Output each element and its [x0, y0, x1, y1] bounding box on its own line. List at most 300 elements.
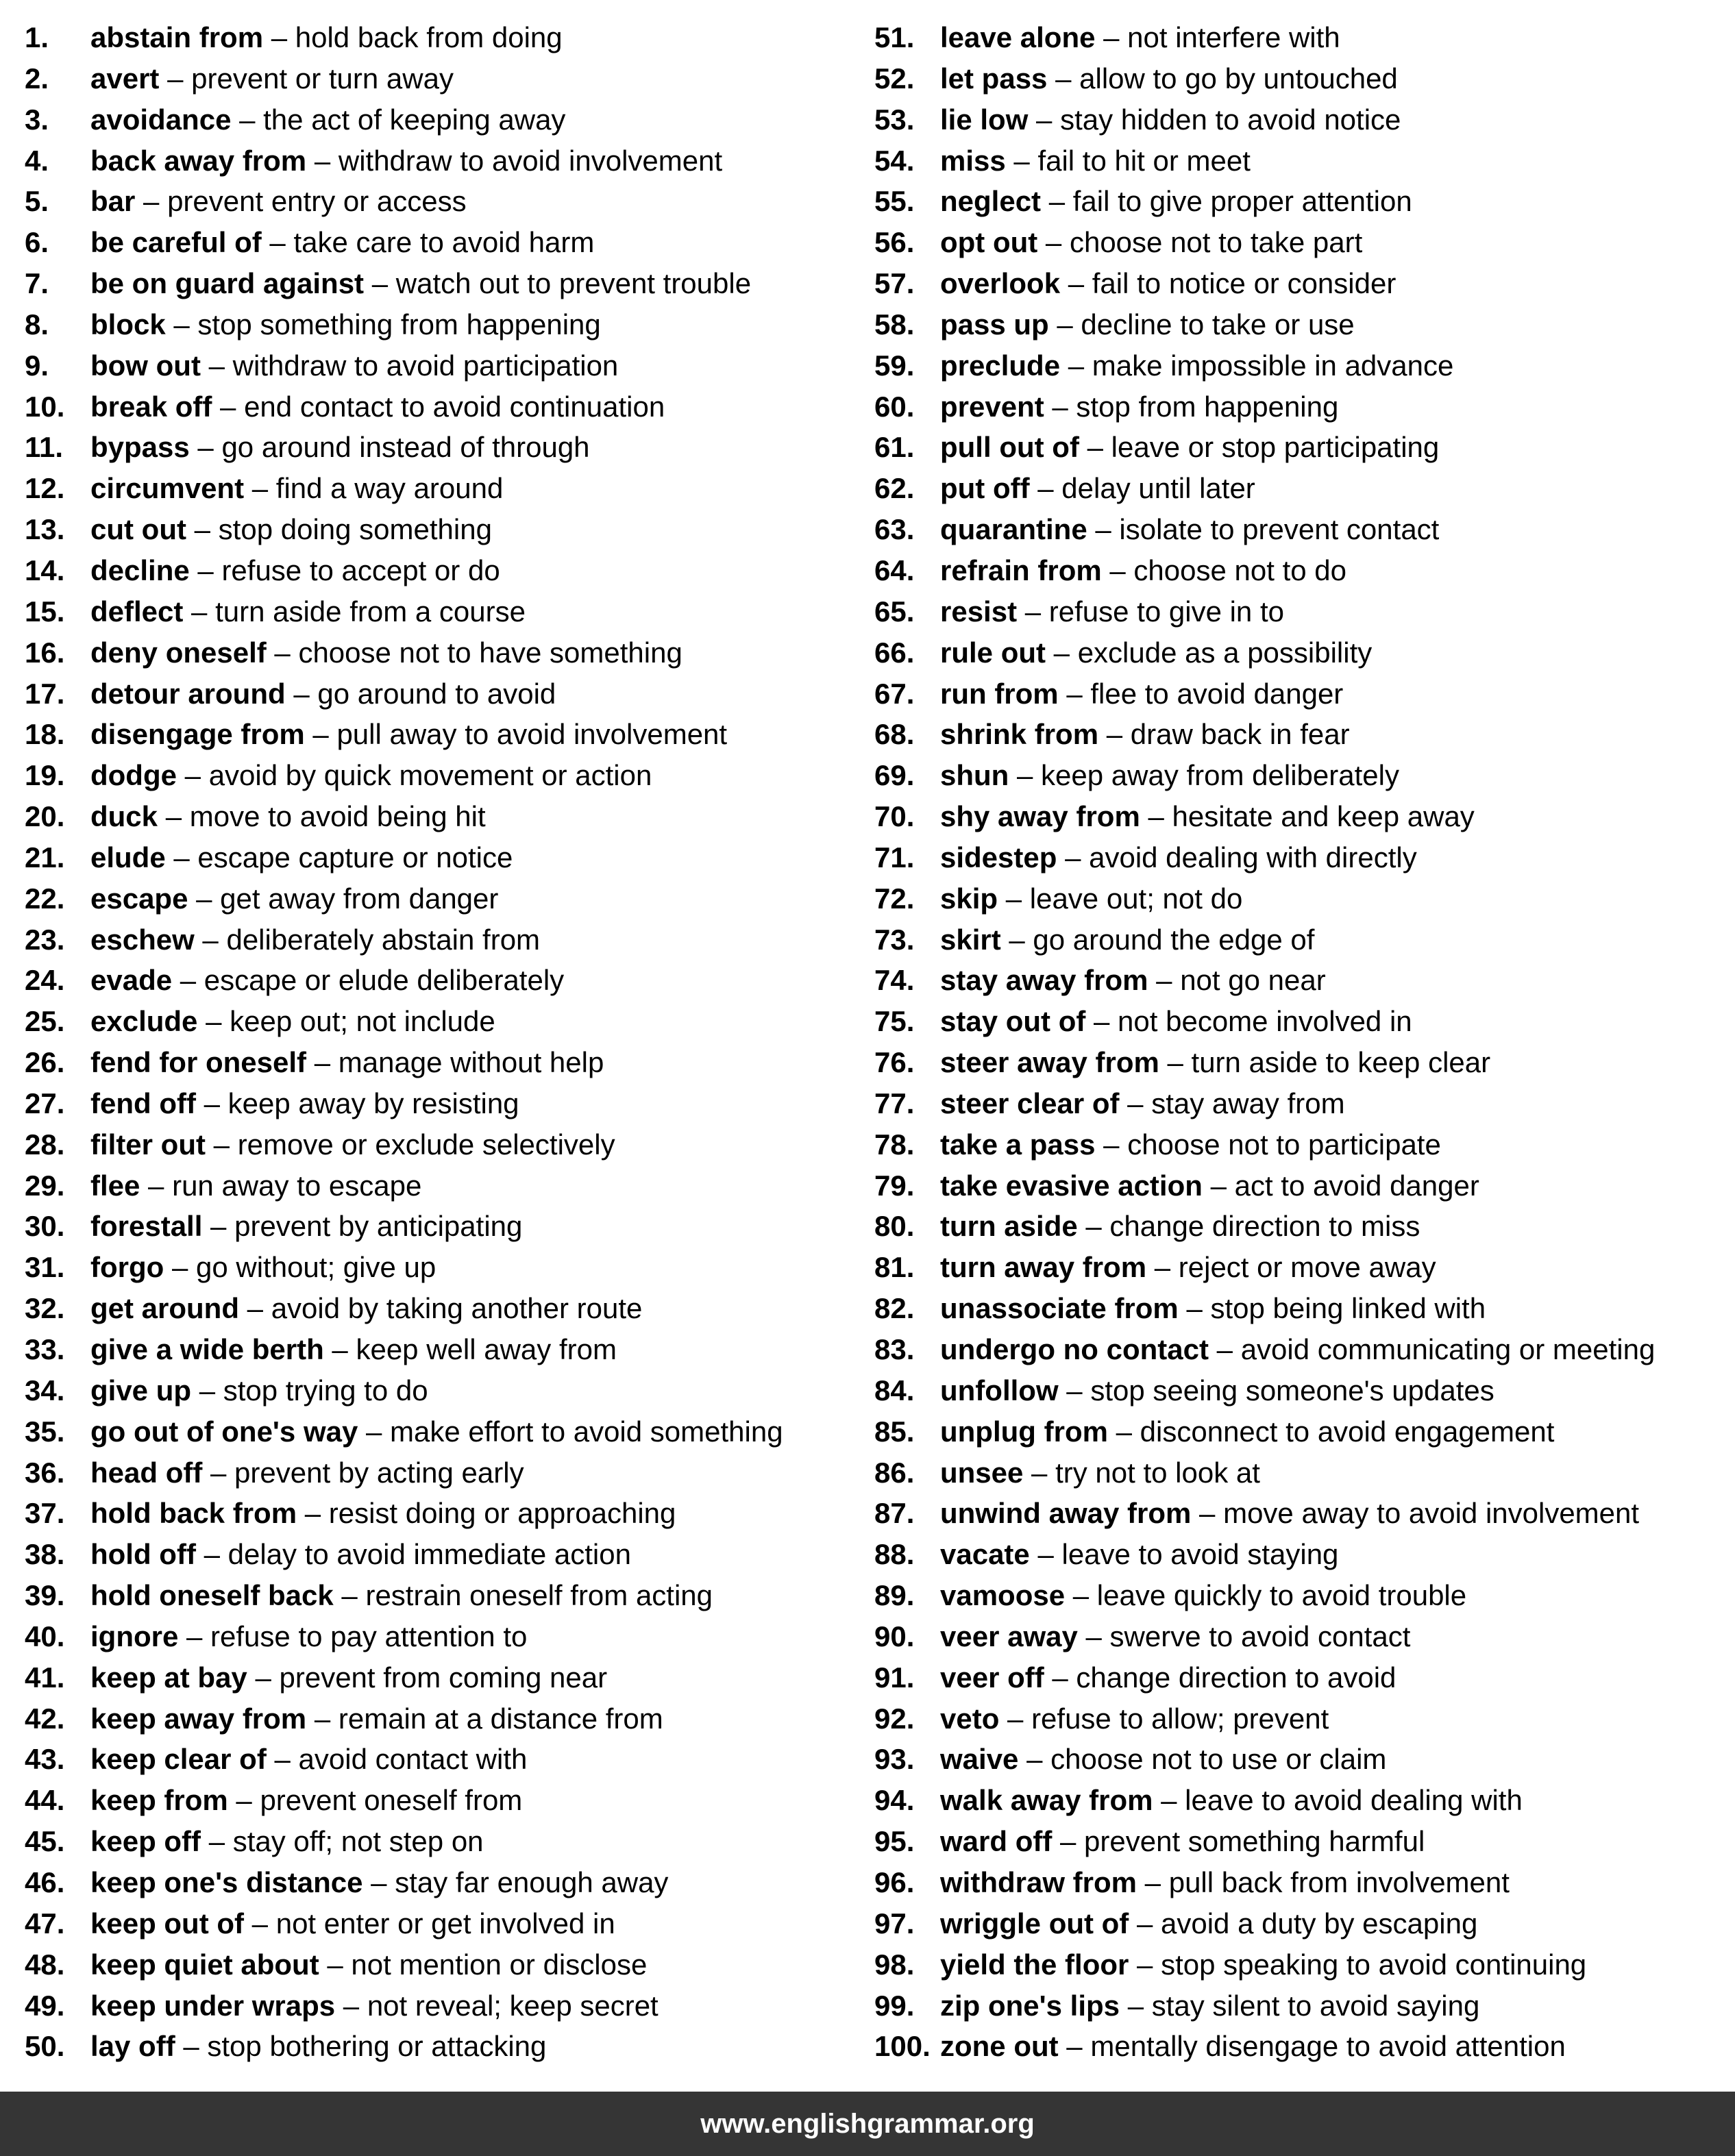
item-term: lay off [90, 2030, 175, 2063]
item-term: quarantine [940, 513, 1087, 546]
item-separator: – [1023, 1456, 1056, 1489]
item-number: 4. [25, 144, 49, 177]
item-definition: stop speaking to avoid continuing [1161, 1948, 1587, 1981]
list-item [874, 673, 1735, 715]
item-separator: – [1044, 1661, 1076, 1694]
item-term: withdraw from [940, 1866, 1137, 1898]
item-separator: – [1087, 513, 1120, 546]
item-definition: change direction to avoid [1076, 1661, 1396, 1694]
item-term: keep from [90, 1784, 228, 1817]
list-item [874, 878, 1735, 919]
item-term: deny oneself [90, 636, 267, 669]
item-separator: – [1137, 1866, 1169, 1898]
item-separator: – [1159, 1046, 1192, 1079]
item-separator: – [1095, 1128, 1128, 1161]
item-separator: – [1052, 1825, 1085, 1858]
item-term: detour around [90, 677, 286, 710]
item-number: 21. [25, 841, 65, 873]
item-number: 19. [25, 759, 65, 792]
item-separator: – [1107, 1415, 1140, 1448]
item-number: 68. [874, 718, 915, 751]
item-separator: – [247, 1661, 280, 1694]
list-item [25, 1657, 847, 1698]
item-definition: choose not to have something [298, 636, 682, 669]
item-definition: keep away from deliberately [1041, 759, 1399, 792]
list-item [25, 673, 847, 715]
list-item [25, 550, 847, 591]
item-number: 77. [874, 1087, 915, 1119]
item-separator: – [1047, 62, 1080, 95]
item-separator: – [998, 882, 1030, 915]
item-definition: resist doing or approaching [328, 1497, 676, 1530]
list-item [874, 1042, 1735, 1083]
item-term: back away from [90, 144, 307, 177]
item-term: unsee [940, 1456, 1024, 1489]
item-definition: change direction to miss [1109, 1210, 1420, 1243]
item-definition: move to avoid being hit [189, 800, 486, 833]
footer-bar [0, 2092, 1735, 2156]
item-number: 61. [874, 431, 915, 464]
item-term: refrain from [940, 554, 1102, 586]
item-number: 46. [25, 1866, 65, 1898]
item-number: 78. [874, 1128, 915, 1161]
item-term: preclude [940, 349, 1061, 382]
item-separator: – [1191, 1497, 1224, 1530]
item-number: 22. [25, 882, 65, 915]
list-item [874, 1985, 1735, 2027]
item-number: 90. [874, 1620, 915, 1652]
item-term: veto [940, 1702, 1000, 1735]
item-definition: get away from danger [220, 882, 499, 915]
item-term: skirt [940, 923, 1001, 956]
item-definition: prevent or turn away [191, 62, 454, 95]
list-item [874, 263, 1735, 304]
item-term: give a wide berth [90, 1333, 324, 1365]
item-term: hold oneself back [90, 1579, 334, 1612]
item-definition: leave to avoid dealing with [1185, 1784, 1523, 1817]
item-number: 24. [25, 964, 65, 997]
item-separator: – [1098, 718, 1131, 751]
list-item [874, 1739, 1735, 1780]
item-definition: stay away from [1151, 1087, 1345, 1119]
item-number: 71. [874, 841, 915, 873]
item-separator: – [172, 964, 204, 997]
item-term: keep one's distance [90, 1866, 363, 1898]
item-number: 98. [874, 1948, 915, 1981]
item-separator: – [1101, 554, 1134, 586]
item-term: wriggle out of [940, 1907, 1129, 1940]
item-term: yield the floor [940, 1948, 1129, 1981]
item-separator: – [1046, 636, 1078, 669]
item-definition: stop something from happening [197, 308, 601, 340]
item-number: 15. [25, 595, 65, 628]
item-number: 5. [25, 185, 49, 218]
list-item [25, 17, 847, 58]
item-number: 64. [874, 554, 915, 586]
item-separator: – [1077, 1210, 1110, 1243]
item-number: 89. [874, 1579, 915, 1612]
list-item [874, 509, 1735, 550]
item-number: 8. [25, 308, 49, 340]
item-term: veer off [940, 1661, 1044, 1694]
item-term: flee [90, 1169, 140, 1202]
item-separator: – [1065, 1579, 1097, 1612]
list-item [874, 796, 1735, 837]
list-column-left [25, 17, 847, 2067]
item-number: 42. [25, 1702, 65, 1735]
item-definition: stop from happening [1076, 390, 1339, 423]
item-separator: – [1017, 595, 1049, 628]
item-term: prevent [940, 390, 1044, 423]
item-term: forestall [90, 1210, 203, 1243]
item-definition: restrain oneself from acting [365, 1579, 713, 1612]
item-definition: fail to hit or meet [1037, 144, 1251, 177]
item-separator: – [1029, 1538, 1062, 1571]
item-number: 91. [874, 1661, 915, 1694]
item-separator: – [1079, 431, 1111, 464]
item-separator: – [1077, 1620, 1110, 1652]
list-item [25, 755, 847, 796]
item-definition: take care to avoid harm [293, 226, 595, 259]
item-definition: pull away to avoid involvement [336, 718, 728, 751]
item-separator: – [364, 267, 396, 300]
item-term: exclude [90, 1005, 198, 1038]
item-separator: – [140, 1169, 173, 1202]
item-term: ignore [90, 1620, 179, 1652]
item-number: 43. [25, 1743, 65, 1776]
item-term: put off [940, 472, 1030, 505]
item-number: 100. [874, 2030, 931, 2063]
item-number: 73. [874, 923, 915, 956]
item-number: 1. [25, 21, 49, 53]
list-item [874, 58, 1735, 99]
item-number: 13. [25, 513, 65, 546]
list-item [874, 1083, 1735, 1124]
item-definition: deliberately abstain from [226, 923, 541, 956]
item-separator: – [165, 841, 198, 873]
item-term: deflect [90, 595, 184, 628]
list-item [874, 1206, 1735, 1247]
list-item [25, 632, 847, 673]
item-definition: stop seeing someone's updates [1090, 1374, 1494, 1407]
list-item [25, 1616, 847, 1657]
item-separator: – [195, 1538, 228, 1571]
item-term: avoidance [90, 103, 232, 136]
item-separator: – [335, 1989, 367, 2022]
item-separator: – [244, 1907, 276, 1940]
item-definition: refuse to pay attention to [210, 1620, 528, 1652]
item-separator: – [297, 1497, 329, 1530]
item-number: 36. [25, 1456, 65, 1489]
item-separator: – [1060, 349, 1092, 382]
item-separator: – [195, 1087, 228, 1119]
item-separator: – [197, 1005, 230, 1038]
item-definition: refuse to accept or do [221, 554, 500, 586]
item-term: vamoose [940, 1579, 1066, 1612]
item-term: stay away from [940, 964, 1148, 997]
item-term: unfollow [940, 1374, 1059, 1407]
item-definition: go without; give up [196, 1251, 436, 1284]
item-term: shy away from [940, 800, 1140, 833]
item-number: 62. [874, 472, 915, 505]
list-item [25, 1370, 847, 1411]
list-item [25, 1698, 847, 1739]
item-term: zone out [940, 2030, 1059, 2063]
list-item [25, 345, 847, 386]
item-separator: – [178, 1620, 211, 1652]
item-definition: not become involved in [1118, 1005, 1412, 1038]
list-item [25, 1083, 847, 1124]
item-definition: decline to take or use [1081, 308, 1355, 340]
item-number: 32. [25, 1292, 65, 1325]
item-term: unassociate from [940, 1292, 1179, 1325]
item-term: skip [940, 882, 998, 915]
item-separator: – [323, 1333, 356, 1365]
item-number: 40. [25, 1620, 65, 1652]
item-term: leave alone [940, 21, 1096, 53]
item-definition: flee to avoid danger [1090, 677, 1344, 710]
item-separator: – [200, 349, 233, 382]
item-term: eschew [90, 923, 195, 956]
item-number: 35. [25, 1415, 65, 1448]
item-separator: – [1140, 800, 1172, 833]
item-term: take a pass [940, 1128, 1096, 1161]
item-separator: – [191, 1374, 223, 1407]
list-item [25, 1124, 847, 1165]
item-definition: go around to avoid [317, 677, 556, 710]
item-definition: leave quickly to avoid trouble [1096, 1579, 1467, 1612]
item-number: 57. [874, 267, 915, 300]
item-term: stay out of [940, 1005, 1086, 1038]
list-item [25, 99, 847, 140]
item-definition: avoid contact with [298, 1743, 528, 1776]
item-definition: fail to give proper attention [1072, 185, 1412, 218]
item-separator: – [201, 1825, 233, 1858]
item-term: miss [940, 144, 1006, 177]
list-item [25, 2026, 847, 2067]
item-separator: – [1044, 390, 1076, 423]
item-definition: refuse to give in to [1048, 595, 1284, 628]
item-term: evade [90, 964, 173, 997]
item-separator: – [266, 1743, 299, 1776]
item-term: keep quiet about [90, 1948, 319, 1981]
item-number: 2. [25, 62, 49, 95]
item-number: 7. [25, 267, 49, 300]
item-number: 30. [25, 1210, 65, 1243]
item-number: 25. [25, 1005, 65, 1038]
item-definition: try not to look at [1055, 1456, 1260, 1489]
item-separator: – [202, 1456, 235, 1489]
item-separator: – [186, 513, 219, 546]
item-number: 99. [874, 1989, 915, 2022]
list-column-right [874, 17, 1735, 2067]
list-item [25, 1411, 847, 1452]
item-separator: – [165, 308, 198, 340]
item-number: 3. [25, 103, 49, 136]
item-term: rule out [940, 636, 1046, 669]
item-definition: hesitate and keep away [1172, 800, 1475, 833]
list-item [874, 550, 1735, 591]
item-definition: reject or move away [1178, 1251, 1436, 1284]
item-definition: keep out; not include [230, 1005, 495, 1038]
list-item [25, 1452, 847, 1494]
item-definition: stay far enough away [395, 1866, 669, 1898]
list-item [25, 960, 847, 1001]
item-separator: – [1058, 2030, 1091, 2063]
item-term: shun [940, 759, 1009, 792]
item-number: 14. [25, 554, 65, 586]
item-term: keep at bay [90, 1661, 247, 1694]
item-separator: – [164, 1251, 196, 1284]
list-item [874, 1452, 1735, 1494]
item-separator: – [333, 1579, 366, 1612]
item-term: be on guard against [90, 267, 365, 300]
item-separator: – [306, 144, 339, 177]
item-definition: not go near [1180, 964, 1326, 997]
item-number: 88. [874, 1538, 915, 1571]
list-item [874, 1329, 1735, 1370]
list-item [874, 1575, 1735, 1616]
item-separator: – [1095, 21, 1128, 53]
item-number: 87. [874, 1497, 915, 1530]
list-item [25, 1780, 847, 1821]
list-item [25, 919, 847, 961]
item-separator: – [189, 554, 222, 586]
item-term: decline [90, 554, 190, 586]
item-definition: prevent by anticipating [234, 1210, 523, 1243]
item-definition: not interfere with [1127, 21, 1340, 53]
item-definition: draw back in fear [1130, 718, 1350, 751]
item-number: 17. [25, 677, 65, 710]
item-definition: swerve to avoid contact [1109, 1620, 1411, 1652]
item-term: disengage from [90, 718, 305, 751]
item-number: 31. [25, 1251, 65, 1284]
list-item [25, 1821, 847, 1862]
item-term: circumvent [90, 472, 245, 505]
list-item [874, 1862, 1735, 1903]
item-separator: – [358, 1415, 391, 1448]
item-definition: avoid dealing with directly [1089, 841, 1417, 873]
list-item [25, 591, 847, 632]
item-definition: avoid communicating or meeting [1240, 1333, 1656, 1365]
item-definition: choose not to use or claim [1050, 1743, 1387, 1776]
list-item [874, 1903, 1735, 1944]
item-term: opt out [940, 226, 1038, 259]
item-separator: – [1000, 923, 1033, 956]
item-definition: hold back from doing [295, 21, 563, 53]
item-number: 85. [874, 1415, 915, 1448]
list-item [25, 1165, 847, 1206]
list-item [874, 1493, 1735, 1534]
item-number: 59. [874, 349, 915, 382]
item-separator: – [244, 472, 276, 505]
list-item [25, 796, 847, 837]
item-number: 26. [25, 1046, 65, 1079]
item-number: 39. [25, 1579, 65, 1612]
item-definition: pull back from involvement [1168, 1866, 1510, 1898]
item-number: 54. [874, 144, 915, 177]
list-item [25, 1288, 847, 1329]
list-item [874, 1657, 1735, 1698]
item-definition: prevent from coming near [279, 1661, 608, 1694]
list-item [874, 1821, 1735, 1862]
item-separator: – [183, 595, 216, 628]
item-separator: – [285, 677, 318, 710]
item-separator: – [1202, 1169, 1235, 1202]
list-item [874, 181, 1735, 222]
item-separator: – [306, 1046, 339, 1079]
item-term: avert [90, 62, 160, 95]
item-definition: stay hidden to avoid notice [1060, 103, 1401, 136]
list-item [25, 304, 847, 345]
list-item [25, 140, 847, 182]
item-definition: not reveal; keep secret [367, 1989, 659, 2022]
list-item [874, 1165, 1735, 1206]
item-number: 12. [25, 472, 65, 505]
item-separator: – [239, 1292, 271, 1325]
item-separator: – [362, 1866, 395, 1898]
item-number: 18. [25, 718, 65, 751]
item-definition: choose not to do [1133, 554, 1346, 586]
list-item [874, 345, 1735, 386]
item-separator: – [319, 1948, 352, 1981]
item-definition: prevent something harmful [1084, 1825, 1425, 1858]
item-term: fend off [90, 1087, 196, 1119]
item-separator: – [1048, 308, 1081, 340]
item-term: bow out [90, 349, 201, 382]
item-term: keep clear of [90, 1743, 267, 1776]
item-separator: – [1209, 1333, 1241, 1365]
item-number: 50. [25, 2030, 65, 2063]
item-term: bypass [90, 431, 190, 464]
item-separator: – [194, 923, 227, 956]
item-separator: – [1129, 1948, 1161, 1981]
item-separator: – [1041, 185, 1073, 218]
list-item [874, 1247, 1735, 1288]
list-item [874, 99, 1735, 140]
item-definition: turn aside from a course [215, 595, 526, 628]
list-item [874, 2026, 1735, 2067]
item-term: pull out of [940, 431, 1079, 464]
item-term: cut out [90, 513, 186, 546]
item-definition: isolate to prevent contact [1119, 513, 1440, 546]
item-number: 75. [874, 1005, 915, 1038]
item-separator: – [212, 390, 245, 423]
list-item [874, 17, 1735, 58]
item-separator: – [1085, 1005, 1118, 1038]
item-separator: – [189, 431, 222, 464]
item-separator: – [158, 800, 190, 833]
item-term: run from [940, 677, 1059, 710]
item-term: veer away [940, 1620, 1078, 1652]
item-separator: – [306, 1702, 339, 1735]
list-item [874, 714, 1735, 755]
item-number: 45. [25, 1825, 65, 1858]
list-item [25, 1862, 847, 1903]
item-term: turn aside [940, 1210, 1078, 1243]
item-definition: make effort to avoid something [390, 1415, 783, 1448]
item-number: 9. [25, 349, 49, 382]
item-term: bar [90, 185, 136, 218]
list-item [874, 427, 1735, 468]
list-item [874, 960, 1735, 1001]
item-term: get around [90, 1292, 239, 1325]
item-definition: the act of keeping away [263, 103, 566, 136]
item-definition: leave or stop participating [1111, 431, 1440, 464]
item-term: take evasive action [940, 1169, 1203, 1202]
item-term: give up [90, 1374, 192, 1407]
item-number: 72. [874, 882, 915, 915]
